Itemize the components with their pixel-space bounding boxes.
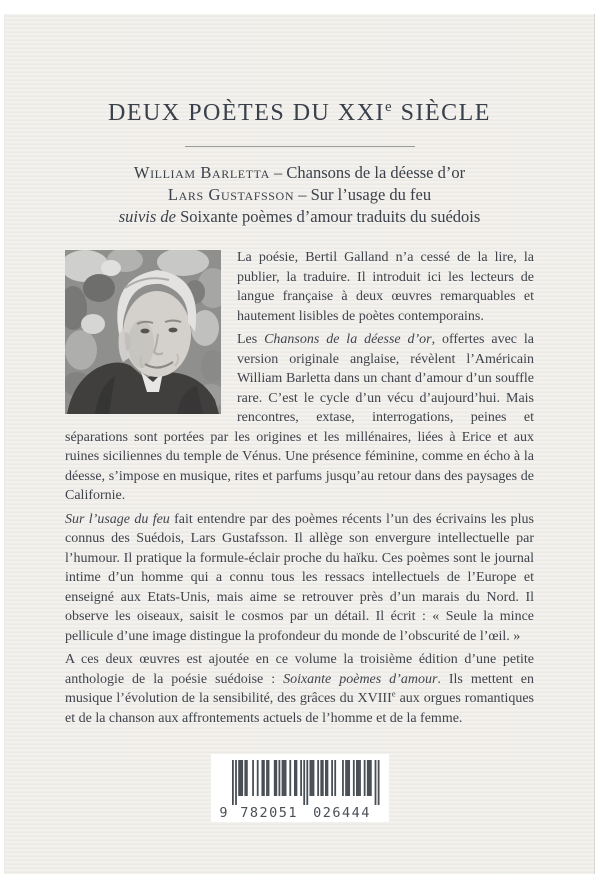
blurb [65,248,534,728]
ean13-barcode [217,759,383,821]
author-photo-image [65,250,221,414]
subtitle-line-1: William Barletta – Chansons de la déesse d’or [133,163,466,182]
cover-paper [4,14,595,874]
author-photo [65,250,221,414]
subtitle-line-2: Lars Gustafsson – Sur l’usage du feu [167,185,432,204]
paragraph-anthologie: A ces deux œuvres est ajoutée en ce volume la troisième édition d’une petite anthologie de la poésie suédoise : Soixante poèmes d’amour. Ils mettent en musique l’évolution de la sensibilité, des grâces du XVIIIe aux orgues romantiques et de la chanson aux affrontements actuels de l’homme et de la femme. [65,652,534,726]
title-divider [185,146,415,147]
paragraph-barletta: Les Chansons de la déesse d’or, offertes avec la version originale anglaise, révèlent l’Américain William Barletta dans un chant d’amour d’un souffle rare. C’est le cycle d’un vécu d’aujourd’hui. Mais rencontres, extase, interrogations, peines et séparations sont portées par les origines et les millénaires, liées à Erice et aux ruines siciliennes du temple de Vénus. Une présence féminine, comme en écho à la déesse, s’impose en musique, rites et parfums jusqu’au retour dans des paysages de Californie. [65,332,534,503]
svg-text:9: 9 [218,805,229,821]
subtitle-block [5,162,594,228]
paragraph-gustafsson: Sur l’usage du feu fait entendre par des poèmes récents l’un des écrivains les plus connus des Suédois, Lars Gustafsson. Il allège son envergure intellectuelle par l’humour. Il pratique la formule-éclair proche du haïku. Ces poèmes sont le journal intime d’un homme qui a connu tous les ressacs intellectuels de l’Europe et enseigné aux Etats-Unis, mais aime se retrouver près d’un marais du Nord. Il observe les oiseaux, saisit le cosmos par un détail. Il écrit : « Seule la mince pellicule d’une image distingue la profondeur du monde de l’obscurité de l’œil. » [65,511,534,644]
svg-text:782051: 782051 [239,805,298,821]
subtitle-line-3: suivis de Soixante poèmes d’amour traduits du suédois [118,207,481,226]
page-title: DEUX POÈTES DU XXIe SIÈCLE [108,99,491,126]
paragraph-intro: La poésie, Bertil Galland n’a cessé de la lire, la publier, la traduire. Il introduit ici les lecteurs de langue française à deux œuvres remarquables et hautement lisibles de poètes contemporains. [237,250,534,324]
svg-text:026444: 026444 [312,805,371,821]
barcode-box [211,754,389,822]
